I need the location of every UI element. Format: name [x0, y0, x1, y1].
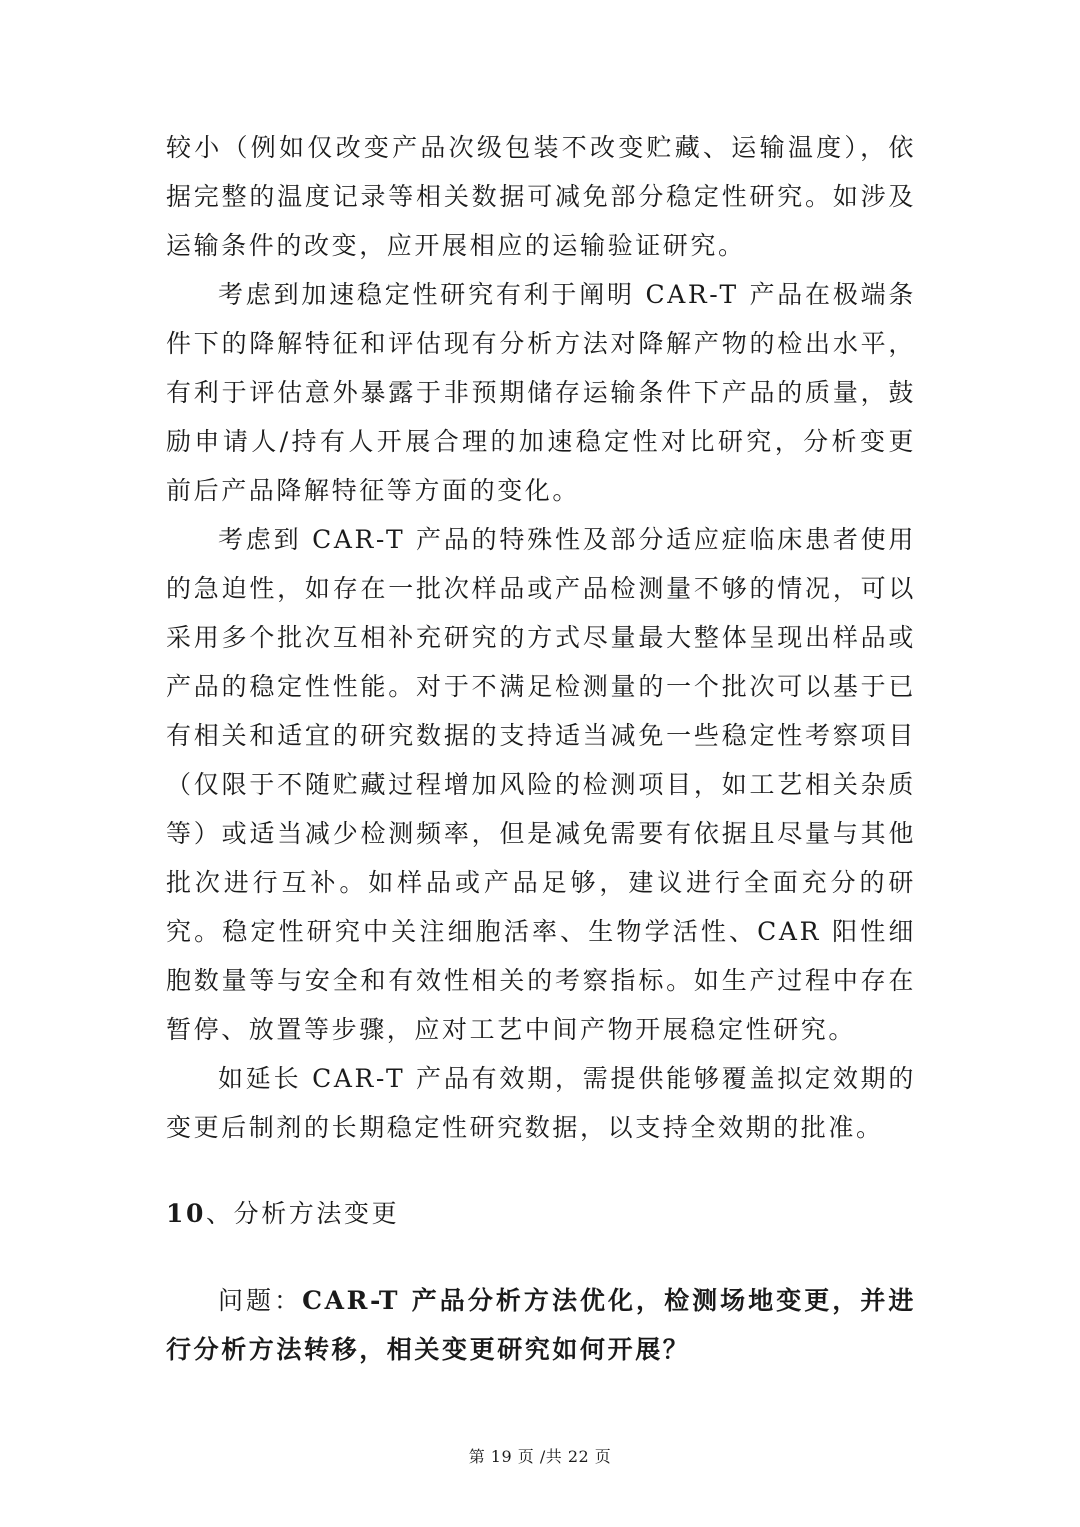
section-separator: 、	[206, 1199, 234, 1228]
question-text: CAR-T 产品分析方法优化，检测场地变更，并进行分析方法转移，相关变更研究如何开展？	[166, 1286, 916, 1364]
paragraph-continuation: 较小（例如仅改变产品次级包装不改变贮藏、运输温度），依据完整的温度记录等相关数据可减免部分稳定性研究。如涉及运输条件的改变，应开展相应的运输验证研究。	[166, 133, 916, 260]
paragraph-shelf-life-extension: 如延长 CAR-T 产品有效期，需提供能够覆盖拟定效期的变更后制剂的长期稳定性研究数据，以支持全效期的批准。	[166, 1064, 916, 1142]
page-footer: 第 19 页 /共 22 页	[468, 1447, 612, 1466]
section-title: 分析方法变更	[233, 1199, 400, 1228]
paragraph-batch-supplement: 考虑到 CAR-T 产品的特殊性及部分适应症临床患者使用的急迫性，如存在一批次样品或产品检测量不够的情况，可以采用多个批次互相补充研究的方式尽量最大整体呈现出样品或产品的稳定性性能。对于不满足检测量的一个批次可以基于已有相关和适宜的研究数据的支持适当减免一些稳定性考察项目（仅限于不随贮藏过程增加风险的检测项目，如工艺相关杂质等）或适当减少检测频率，但是减免需要有依据且尽量与其他批次进行互补。如样品或产品足够，建议进行全面充分的研究。稳定性研究中关注细胞活率、生物学活性、CAR 阳性细胞数量等与安全和有效性相关的考察指标。如生产过程中存在暂停、放置等步骤，应对工艺中间产物开展稳定性研究。	[166, 525, 916, 1044]
section-number: 10	[166, 1199, 206, 1228]
document-body	[166, 123, 916, 1374]
question-paragraph	[166, 1276, 916, 1374]
question-label: 问题：	[218, 1286, 303, 1315]
paragraph-accelerated-stability: 考虑到加速稳定性研究有利于阐明 CAR-T 产品在极端条件下的降解特征和评估现有分析方法对降解产物的检出水平，有利于评估意外暴露于非预期储存运输条件下产品的质量，鼓励申请人/持有人开展合理的加速稳定性对比研究，分析变更前后产品降解特征等方面的变化。	[166, 280, 916, 505]
section-heading	[166, 1189, 916, 1238]
